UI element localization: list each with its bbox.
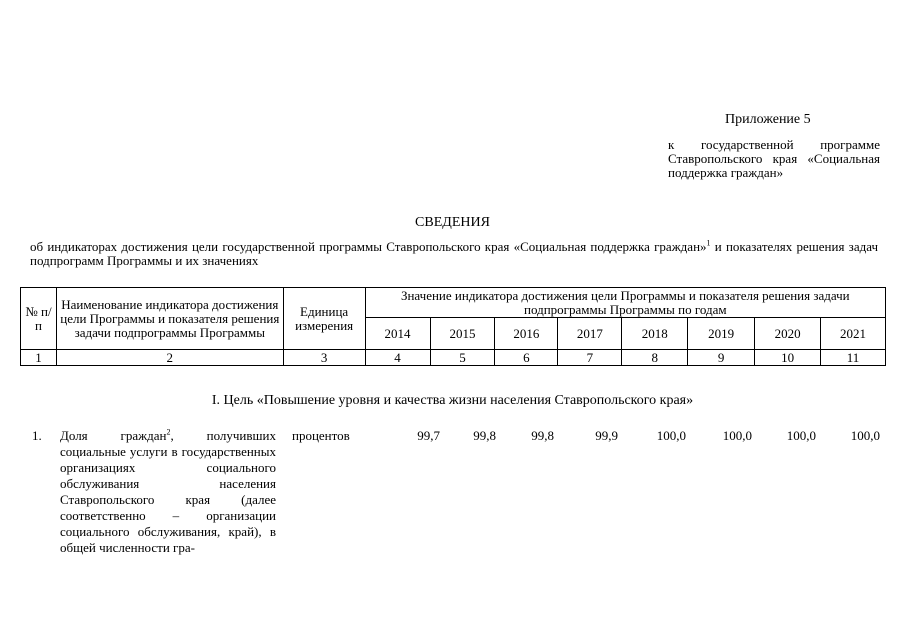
footnote-marker: 1 bbox=[706, 238, 711, 248]
column-number: 2 bbox=[56, 350, 283, 366]
column-number: 3 bbox=[283, 350, 365, 366]
column-header-unit: Единица измерения bbox=[283, 288, 365, 350]
indicator-name-part1: Доля граждан bbox=[60, 428, 167, 443]
column-number: 5 bbox=[430, 350, 495, 366]
value-2021: 100,0 bbox=[850, 428, 880, 443]
row-number: 1. bbox=[32, 428, 42, 443]
column-number: 10 bbox=[755, 350, 821, 366]
year-header: 2014 bbox=[365, 318, 430, 350]
column-number: 4 bbox=[365, 350, 430, 366]
year-header: 2020 bbox=[755, 318, 821, 350]
year-header: 2021 bbox=[821, 318, 886, 350]
document-subtitle bbox=[30, 240, 878, 268]
indicator-name bbox=[60, 428, 276, 556]
indicators-table-header bbox=[20, 287, 886, 366]
value-2016: 99,8 bbox=[531, 428, 554, 443]
document-heading: СВЕДЕНИЯ bbox=[415, 215, 490, 230]
subtitle-text-part1: об индикаторах достижения цели государственной программы Ставропольского края «Социальная поддержка граждан» bbox=[30, 239, 707, 254]
value-2017: 99,9 bbox=[595, 428, 618, 443]
column-number: 8 bbox=[622, 350, 688, 366]
year-header: 2019 bbox=[688, 318, 755, 350]
column-number: 6 bbox=[495, 350, 558, 366]
value-2014: 99,7 bbox=[417, 428, 440, 443]
value-2019: 100,0 bbox=[722, 428, 752, 443]
column-header-number: № п/п bbox=[21, 288, 57, 350]
column-number: 9 bbox=[688, 350, 755, 366]
column-number: 11 bbox=[821, 350, 886, 366]
appendix-reference: к государственной программе Ставропольского края «Социальная поддержка граждан» bbox=[668, 137, 880, 180]
indicator-name-part2: , получивших социальные услуги в государственных организациях социального обслуживания населения Ставропольского края (далее соответственно – организации социального обслуживания, край), в общей численности гра- bbox=[60, 428, 276, 555]
column-header-values-group: Значение индикатора достижения цели Программы и показателя решения задачи подпрограммы Программы по годам bbox=[365, 288, 885, 318]
year-header: 2018 bbox=[622, 318, 688, 350]
year-header: 2017 bbox=[558, 318, 622, 350]
section-title: I. Цель «Повышение уровня и качества жизни населения Ставропольского края» bbox=[211, 393, 694, 408]
year-header: 2016 bbox=[495, 318, 558, 350]
value-2020: 100,0 bbox=[786, 428, 816, 443]
appendix-title: Приложение 5 bbox=[725, 112, 811, 127]
value-2015: 99,8 bbox=[473, 428, 496, 443]
indicator-unit: процентов bbox=[292, 428, 350, 443]
year-header: 2015 bbox=[430, 318, 495, 350]
value-2018: 100,0 bbox=[656, 428, 686, 443]
column-number: 1 bbox=[21, 350, 57, 366]
subtitle-text-part2: и показателях решения задач подпрограмм Программы и их значениях bbox=[30, 239, 878, 268]
column-number: 7 bbox=[558, 350, 622, 366]
footnote-marker: 2 bbox=[166, 427, 171, 437]
column-header-name: Наименование индикатора достижения цели Программы и показателя решения задачи подпрограммы Программы bbox=[56, 288, 283, 350]
